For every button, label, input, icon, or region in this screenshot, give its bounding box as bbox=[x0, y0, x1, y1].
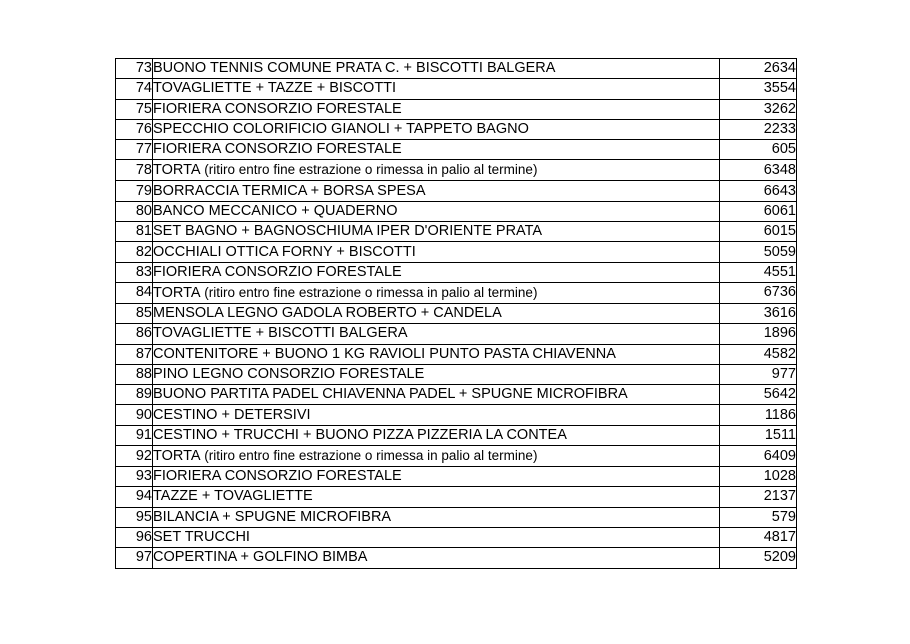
prize-number: 73 bbox=[116, 59, 153, 79]
prize-number: 92 bbox=[116, 446, 153, 467]
prize-number: 95 bbox=[116, 507, 153, 527]
table-row bbox=[116, 99, 797, 119]
table-row bbox=[116, 527, 797, 547]
prize-description-cell bbox=[153, 385, 720, 405]
prize-number: 84 bbox=[116, 282, 153, 303]
prize-number: 83 bbox=[116, 262, 153, 282]
prize-description-cell bbox=[153, 467, 720, 487]
prize-number: 81 bbox=[116, 222, 153, 242]
winning-ticket-number: 1896 bbox=[720, 324, 797, 344]
winning-ticket-number: 1511 bbox=[720, 425, 797, 445]
table-row bbox=[116, 303, 797, 323]
prize-description-cell bbox=[153, 79, 720, 99]
prize-number: 89 bbox=[116, 385, 153, 405]
prize-description: TOVAGLIETTE + BISCOTTI BALGERA bbox=[153, 325, 408, 342]
winning-ticket-number: 605 bbox=[720, 140, 797, 160]
winning-ticket-number: 3616 bbox=[720, 303, 797, 323]
prize-number: 78 bbox=[116, 160, 153, 181]
table-row bbox=[116, 181, 797, 201]
winning-ticket-number: 4817 bbox=[720, 527, 797, 547]
prize-number: 82 bbox=[116, 242, 153, 262]
prize-note: (ritiro entro fine estrazione o rimessa in palio al termine) bbox=[200, 162, 538, 178]
prize-description-cell bbox=[153, 119, 720, 139]
prize-description-cell bbox=[153, 181, 720, 201]
table-row bbox=[116, 59, 797, 79]
prize-number: 91 bbox=[116, 425, 153, 445]
prize-description-cell bbox=[153, 99, 720, 119]
winning-ticket-number: 2137 bbox=[720, 487, 797, 507]
table-row bbox=[116, 242, 797, 262]
prize-description: OCCHIALI OTTICA FORNY + BISCOTTI bbox=[153, 243, 416, 260]
prize-description: SPECCHIO COLORIFICIO GIANOLI + TAPPETO BAGNO bbox=[153, 121, 529, 138]
prize-description-cell bbox=[153, 487, 720, 507]
winning-ticket-number: 977 bbox=[720, 364, 797, 384]
prize-description: BANCO MECCANICO + QUADERNO bbox=[153, 202, 398, 219]
prize-number: 86 bbox=[116, 324, 153, 344]
table-row bbox=[116, 467, 797, 487]
prize-description: BUONO PARTITA PADEL CHIAVENNA PADEL + SPUGNE MICROFIBRA bbox=[153, 386, 628, 403]
prize-description: BUONO TENNIS COMUNE PRATA C. + BISCOTTI BALGERA bbox=[153, 60, 556, 77]
prize-description-cell bbox=[153, 446, 720, 467]
prize-number: 97 bbox=[116, 548, 153, 568]
prize-number: 85 bbox=[116, 303, 153, 323]
prize-description-cell bbox=[153, 548, 720, 568]
prize-description: CONTENITORE + BUONO 1 KG RAVIOLI PUNTO PASTA CHIAVENNA bbox=[153, 345, 616, 362]
prize-note: (ritiro entro fine estrazione o rimessa in palio al termine) bbox=[200, 448, 538, 464]
prize-number: 87 bbox=[116, 344, 153, 364]
winning-ticket-number: 6736 bbox=[720, 282, 797, 303]
winning-ticket-number: 5642 bbox=[720, 385, 797, 405]
prize-description-cell bbox=[153, 222, 720, 242]
prize-table bbox=[115, 58, 797, 569]
prize-description: BORRACCIA TERMICA + BORSA SPESA bbox=[153, 182, 426, 199]
prize-description: MENSOLA LEGNO GADOLA ROBERTO + CANDELA bbox=[153, 305, 502, 322]
winning-ticket-number: 2634 bbox=[720, 59, 797, 79]
prize-table-body bbox=[116, 59, 797, 569]
table-row bbox=[116, 119, 797, 139]
prize-description-cell bbox=[153, 405, 720, 425]
winning-ticket-number: 6015 bbox=[720, 222, 797, 242]
table-row bbox=[116, 324, 797, 344]
winning-ticket-number: 5209 bbox=[720, 548, 797, 568]
prize-number: 93 bbox=[116, 467, 153, 487]
prize-number: 94 bbox=[116, 487, 153, 507]
prize-description-cell bbox=[153, 140, 720, 160]
prize-number: 88 bbox=[116, 364, 153, 384]
prize-note: (ritiro entro fine estrazione o rimessa in palio al termine) bbox=[200, 284, 538, 300]
prize-description: BILANCIA + SPUGNE MICROFIBRA bbox=[153, 508, 392, 525]
prize-description: TOVAGLIETTE + TAZZE + BISCOTTI bbox=[153, 80, 397, 97]
table-row bbox=[116, 344, 797, 364]
prize-description-cell bbox=[153, 303, 720, 323]
prize-description: COPERTINA + GOLFINO BIMBA bbox=[153, 549, 368, 566]
prize-description: SET TRUCCHI bbox=[153, 529, 250, 546]
table-row bbox=[116, 405, 797, 425]
prize-description-cell bbox=[153, 242, 720, 262]
winning-ticket-number: 3554 bbox=[720, 79, 797, 99]
prize-number: 75 bbox=[116, 99, 153, 119]
prize-description-cell bbox=[153, 507, 720, 527]
table-row bbox=[116, 548, 797, 568]
table-row bbox=[116, 487, 797, 507]
winning-ticket-number: 6061 bbox=[720, 201, 797, 221]
prize-description-cell bbox=[153, 59, 720, 79]
prize-description: CESTINO + TRUCCHI + BUONO PIZZA PIZZERIA LA CONTEA bbox=[153, 426, 567, 443]
prize-description-cell bbox=[153, 201, 720, 221]
prize-number: 77 bbox=[116, 140, 153, 160]
prize-description: FIORIERA CONSORZIO FORESTALE bbox=[153, 141, 402, 158]
winning-ticket-number: 2233 bbox=[720, 119, 797, 139]
prize-description: SET BAGNO + BAGNOSCHIUMA IPER D'ORIENTE PRATA bbox=[153, 223, 543, 240]
prize-description: FIORIERA CONSORZIO FORESTALE bbox=[153, 100, 402, 117]
prize-description-cell bbox=[153, 324, 720, 344]
winning-ticket-number: 1186 bbox=[720, 405, 797, 425]
winning-ticket-number: 6409 bbox=[720, 446, 797, 467]
prize-description-cell bbox=[153, 282, 720, 303]
prize-description: TAZZE + TOVAGLIETTE bbox=[153, 488, 313, 505]
prize-number: 90 bbox=[116, 405, 153, 425]
prize-number: 96 bbox=[116, 527, 153, 547]
table-row bbox=[116, 364, 797, 384]
prize-number: 79 bbox=[116, 181, 153, 201]
prize-description: FIORIERA CONSORZIO FORESTALE bbox=[153, 468, 402, 485]
prize-description: FIORIERA CONSORZIO FORESTALE bbox=[153, 263, 402, 280]
table-row bbox=[116, 222, 797, 242]
winning-ticket-number: 4551 bbox=[720, 262, 797, 282]
prize-description-cell bbox=[153, 262, 720, 282]
prize-description: CESTINO + DETERSIVI bbox=[153, 406, 311, 423]
winning-ticket-number: 579 bbox=[720, 507, 797, 527]
table-row bbox=[116, 425, 797, 445]
prize-number: 74 bbox=[116, 79, 153, 99]
prize-description-cell bbox=[153, 425, 720, 445]
table-row bbox=[116, 385, 797, 405]
table-row bbox=[116, 507, 797, 527]
prize-description: PINO LEGNO CONSORZIO FORESTALE bbox=[153, 366, 425, 382]
prize-description-cell bbox=[153, 344, 720, 364]
prize-description-cell bbox=[153, 527, 720, 547]
table-row bbox=[116, 140, 797, 160]
winning-ticket-number: 6643 bbox=[720, 181, 797, 201]
table-row bbox=[116, 79, 797, 99]
prize-description: TORTA bbox=[153, 284, 201, 301]
prize-description-cell bbox=[153, 364, 720, 384]
table-row bbox=[116, 160, 797, 181]
winning-ticket-number: 3262 bbox=[720, 99, 797, 119]
prize-number: 80 bbox=[116, 201, 153, 221]
table-row bbox=[116, 201, 797, 221]
table-row bbox=[116, 446, 797, 467]
table-row bbox=[116, 262, 797, 282]
prize-description: TORTA bbox=[153, 448, 201, 465]
winning-ticket-number: 5059 bbox=[720, 242, 797, 262]
table-row bbox=[116, 282, 797, 303]
prize-number: 76 bbox=[116, 119, 153, 139]
winning-ticket-number: 4582 bbox=[720, 344, 797, 364]
winning-ticket-number: 1028 bbox=[720, 467, 797, 487]
prize-description: TORTA bbox=[153, 162, 201, 179]
prize-description-cell bbox=[153, 160, 720, 181]
winning-ticket-number: 6348 bbox=[720, 160, 797, 181]
